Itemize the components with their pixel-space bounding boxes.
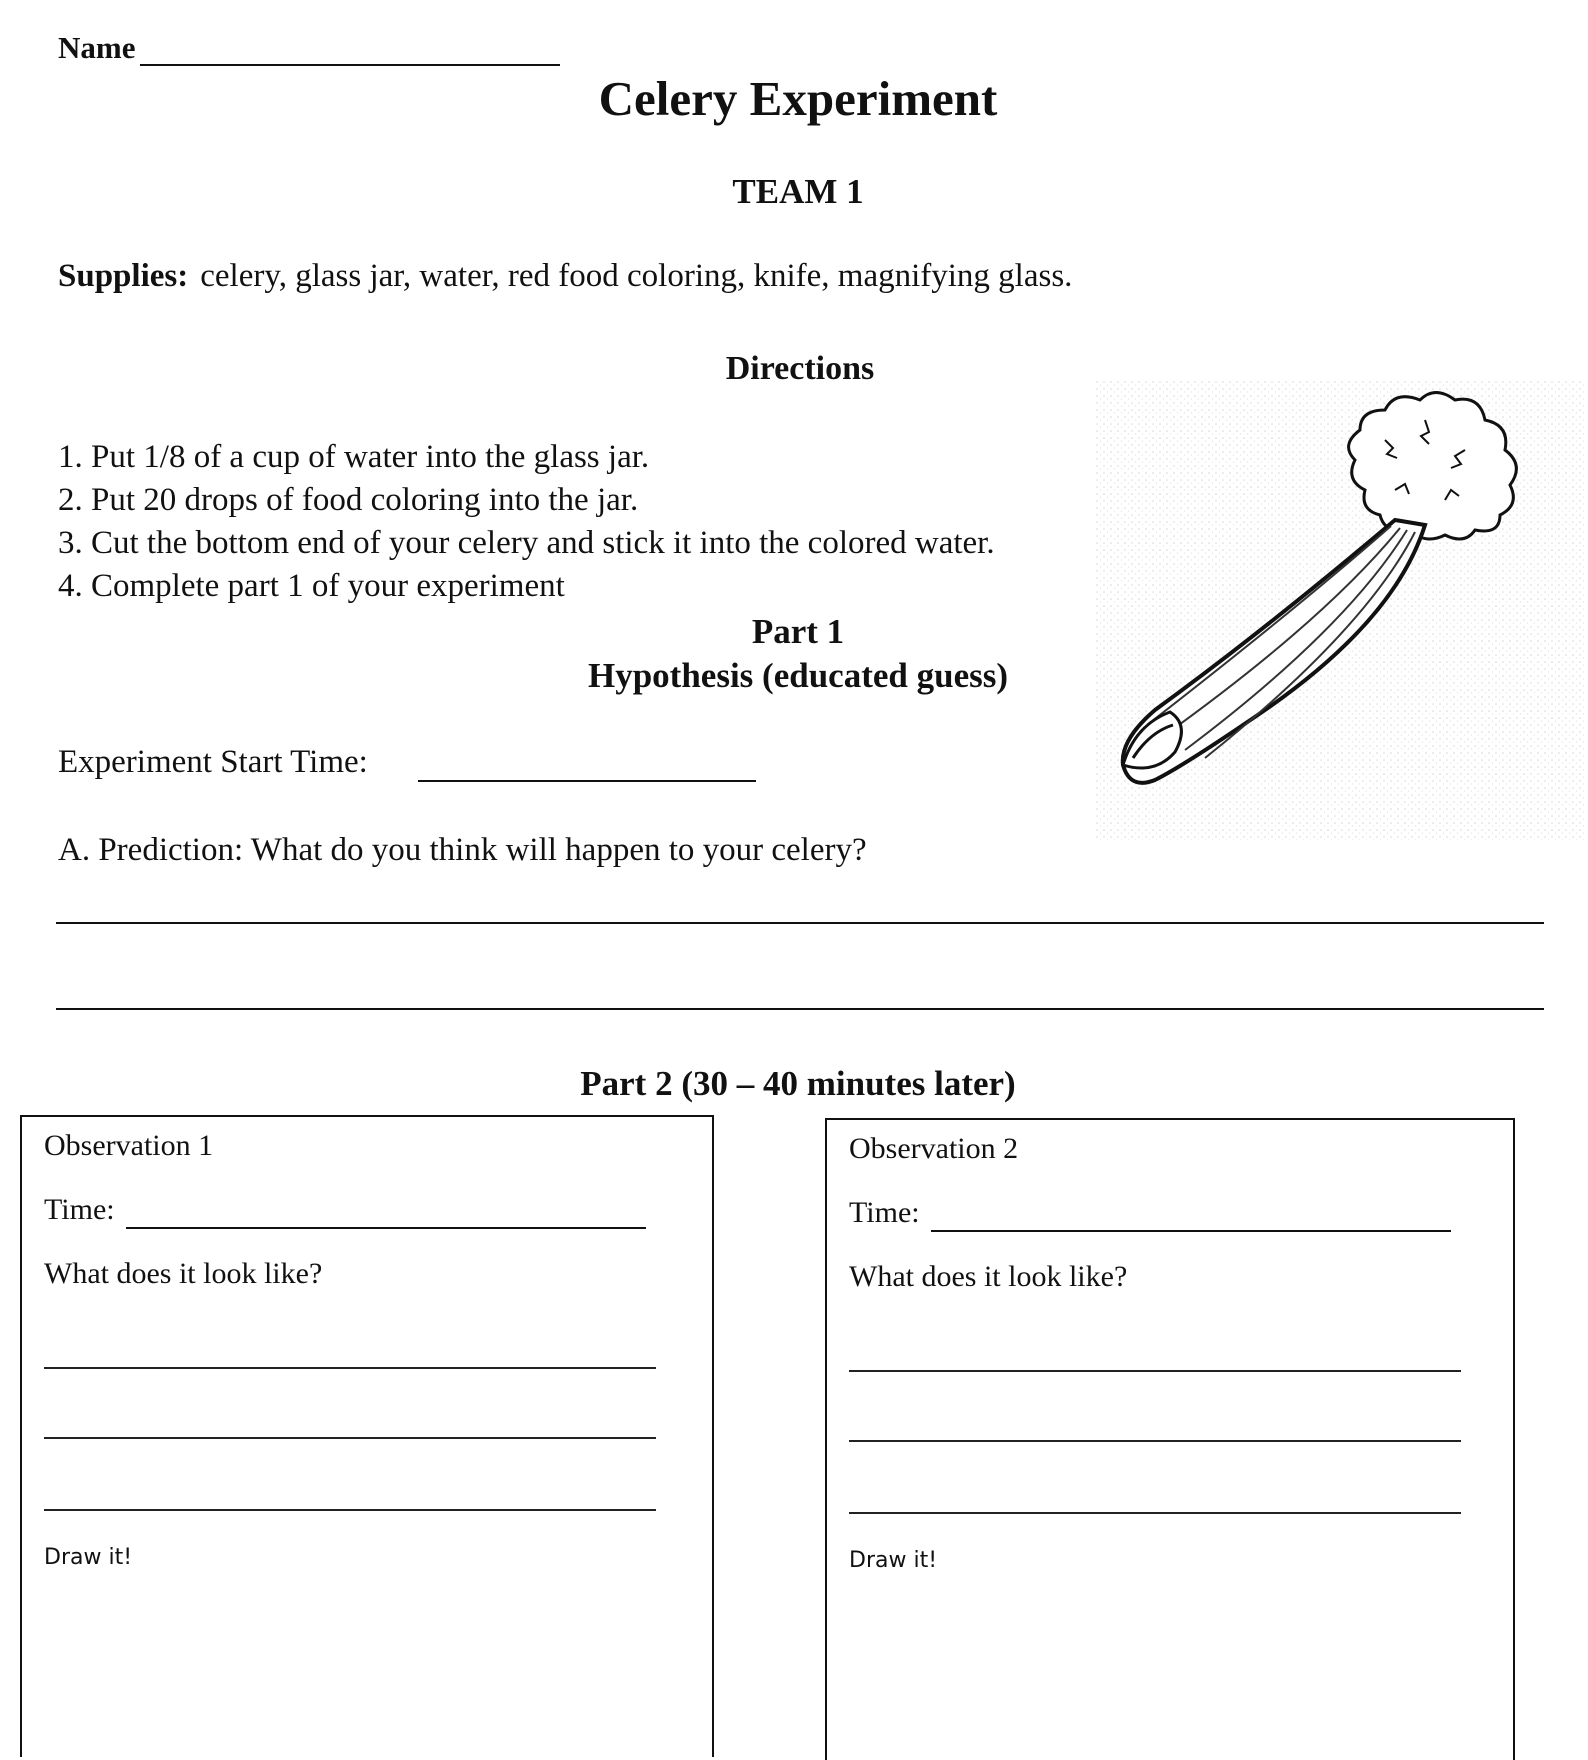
observation-1-answer-line[interactable]: [44, 1437, 656, 1439]
supplies-line: [58, 258, 1072, 295]
team-heading: TEAM 1: [732, 172, 864, 211]
part2-heading: Part 2 (30 – 40 minutes later): [580, 1064, 1016, 1103]
observation-1-answer-line[interactable]: [44, 1509, 656, 1511]
start-time-label: Experiment Start Time:: [58, 744, 368, 780]
observation-1-answer-line[interactable]: [44, 1367, 656, 1369]
observation-1-title: Observation 1: [44, 1129, 214, 1162]
observation-2-time-label: Time:: [849, 1196, 920, 1229]
observation-2-answer-line[interactable]: [849, 1512, 1461, 1514]
observation-2-time-line[interactable]: [931, 1230, 1451, 1232]
directions-list: [58, 436, 995, 608]
page-title: Celery Experiment: [598, 71, 998, 126]
direction-step: 2. Put 20 drops of food coloring into the jar.: [58, 482, 639, 518]
observation-2-answer-line[interactable]: [849, 1440, 1461, 1442]
celery-stalk-icon: [1095, 380, 1585, 840]
hypothesis-heading: Hypothesis (educated guess): [587, 656, 1009, 695]
part1-heading: Part 1: [751, 612, 845, 651]
supplies-text: celery, glass jar, water, red food coloring, knife, magnifying glass.: [200, 258, 1073, 294]
direction-step: 4. Complete part 1 of your experiment: [58, 568, 565, 604]
observation-1-question: What does it look like?: [44, 1257, 323, 1290]
observation-1-draw-label: Draw it!: [44, 1545, 133, 1570]
observation-1-box: [20, 1115, 714, 1757]
observation-2-question: What does it look like?: [849, 1260, 1128, 1293]
observation-2-box: [825, 1118, 1515, 1760]
direction-step: 3. Cut the bottom end of your celery and stick it into the colored water.: [58, 525, 995, 561]
observation-1-time-line[interactable]: [126, 1227, 646, 1229]
directions-heading: Directions: [725, 350, 875, 387]
supplies-label: Supplies:: [58, 258, 189, 294]
name-blank-line[interactable]: [140, 64, 560, 66]
direction-step: 1. Put 1/8 of a cup of water into the glass jar.: [58, 439, 650, 475]
name-label: Name: [58, 30, 136, 65]
prediction-answer-line[interactable]: [56, 922, 1544, 924]
observation-1-time-label: Time:: [44, 1193, 115, 1226]
observation-2-draw-label: Draw it!: [849, 1548, 938, 1573]
prediction-question: A. Prediction: What do you think will happen to your celery?: [58, 832, 867, 868]
observation-2-title: Observation 2: [849, 1132, 1019, 1165]
prediction-answer-line[interactable]: [56, 1008, 1544, 1010]
start-time-blank-line[interactable]: [418, 780, 756, 782]
observation-2-answer-line[interactable]: [849, 1370, 1461, 1372]
